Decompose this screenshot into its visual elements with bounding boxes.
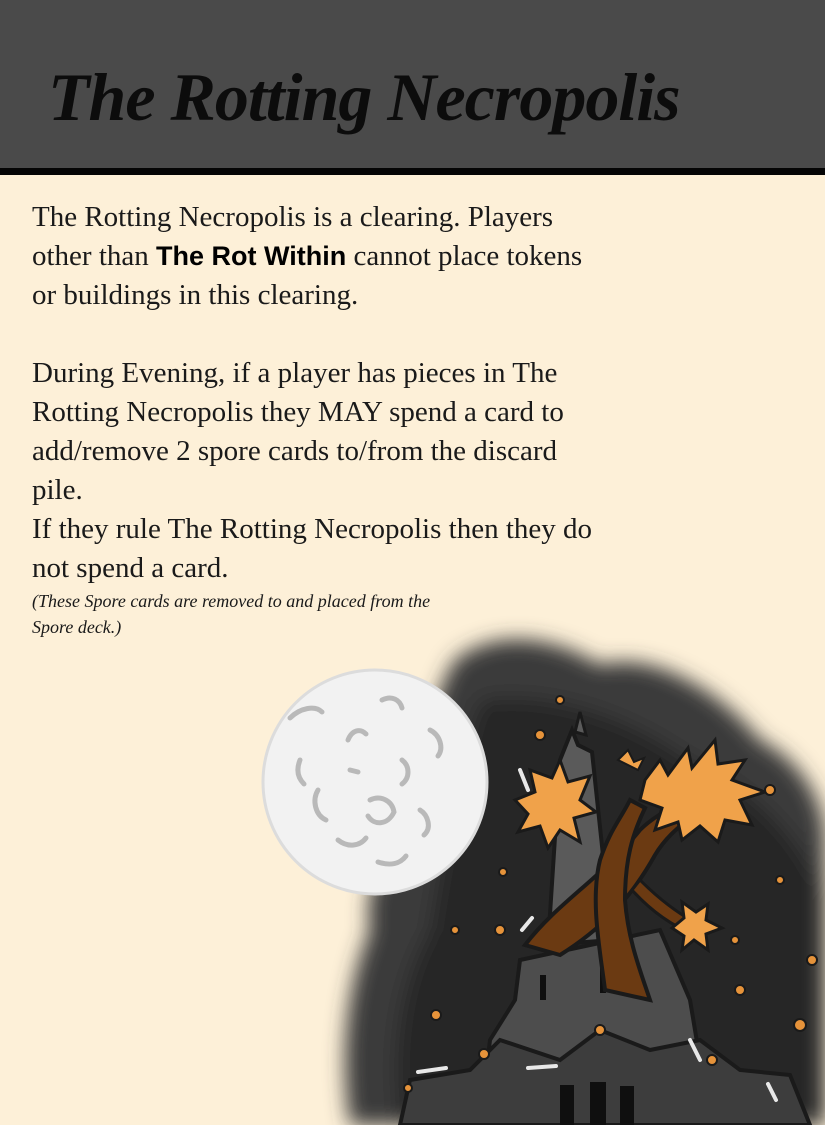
- rules-paragraph-2: During Evening, if a player has pieces in The Rotting Necropolis they MAY spend a card to add/remove 2 spore cards to/from the discard pile.: [32, 357, 564, 506]
- rules-p1-after: cannot place tokens or buildings in this clearing.: [32, 240, 583, 311]
- card-title: The Rotting Necropolis: [48, 59, 680, 135]
- faction-name: The Rot Within: [156, 241, 347, 271]
- rules-paragraph-3: If they rule The Rotting Necropolis then they do not spend a card.: [32, 513, 593, 584]
- moon-icon: [263, 670, 487, 894]
- rules-note: (These Spore cards are removed to and placed from the Spore deck.): [32, 591, 431, 637]
- rules-p1-before: The Rotting Necropolis is a clearing. Players other than: [32, 201, 554, 272]
